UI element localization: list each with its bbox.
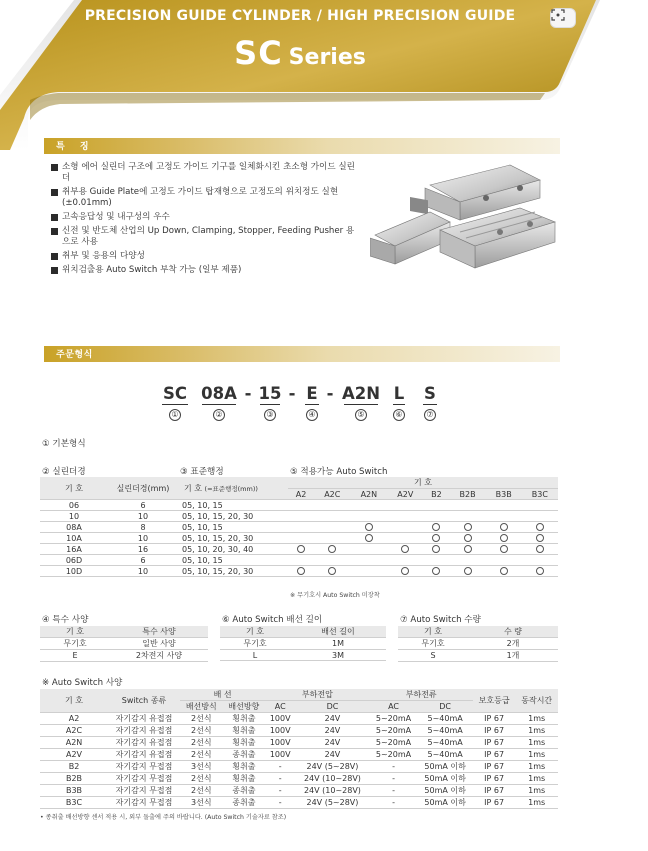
switch-compat-cell bbox=[423, 566, 449, 577]
switch-compat-cell bbox=[288, 566, 314, 577]
switch-compat-cell bbox=[486, 500, 522, 511]
spec-cell: 24V bbox=[295, 749, 369, 761]
switch-compat-cell bbox=[486, 511, 522, 522]
switch-compat-cell bbox=[288, 500, 314, 511]
order-code bbox=[160, 384, 450, 424]
code-part-bore: 08A bbox=[201, 384, 237, 403]
qty-table bbox=[398, 626, 558, 662]
table-cell: 1개 bbox=[468, 650, 558, 662]
bore-code: 10A bbox=[40, 533, 108, 544]
table-row bbox=[40, 725, 558, 737]
basic-type-label: ① 기본형식 bbox=[42, 439, 86, 449]
switch-compat-cell bbox=[522, 522, 558, 533]
table-row bbox=[40, 522, 558, 533]
spec-cell: 5~20mA bbox=[370, 713, 418, 725]
spec-cell: 2선식 bbox=[180, 713, 223, 725]
switch-compat-cell bbox=[314, 522, 350, 533]
spec-cell: 1ms bbox=[515, 785, 558, 797]
bore-diameter: 10 bbox=[108, 511, 178, 522]
spec-cell: A2 bbox=[40, 713, 108, 725]
stroke-values: 05, 10, 15, 20, 30 bbox=[178, 533, 288, 544]
switch-compat-cell bbox=[314, 566, 350, 577]
banner-subtitle: PRECISION GUIDE CYLINDER / HIGH PRECISION GUIDE bbox=[84, 8, 516, 24]
spec-cell: 24V bbox=[295, 713, 369, 725]
spec-cell: B3B bbox=[40, 785, 108, 797]
switch-col-header: B3B bbox=[486, 489, 522, 500]
switch-compat-cell bbox=[450, 533, 486, 544]
spec-cell: 2선식 bbox=[180, 749, 223, 761]
spec-cell: 24V bbox=[295, 737, 369, 749]
spec-cell: 50mA 이하 bbox=[417, 797, 472, 809]
switch-compat-cell bbox=[350, 566, 387, 577]
spec-subheader: DC bbox=[295, 701, 369, 713]
expand-image-button[interactable] bbox=[550, 8, 576, 28]
switch-compat-cell bbox=[387, 533, 423, 544]
bore-diameter: 16 bbox=[108, 544, 178, 555]
spec-table-title: ※ Auto Switch 사양 bbox=[42, 678, 123, 688]
spec-cell: 횡취출 bbox=[223, 713, 266, 725]
table-cell: L bbox=[220, 650, 290, 661]
spec-cell: B2 bbox=[40, 761, 108, 773]
switch-compat-cell bbox=[314, 500, 350, 511]
code-part-series: SC bbox=[163, 384, 187, 403]
stroke-table-title: ③ 표준행정 bbox=[180, 467, 224, 477]
compatible-circle-icon bbox=[536, 523, 544, 531]
table-cell: 일반 사양 bbox=[110, 638, 208, 650]
spec-cell: 5~20mA bbox=[370, 737, 418, 749]
spec-cell: 자기감지 유접점 bbox=[108, 737, 180, 749]
spec-cell: B3C bbox=[40, 797, 108, 809]
spec-cell: 50mA 이하 bbox=[417, 773, 472, 785]
compatible-circle-icon bbox=[432, 523, 440, 531]
spec-cell: 5~40mA bbox=[417, 749, 472, 761]
spec-subheader: 배선방식 bbox=[180, 701, 223, 713]
switch-compat-cell bbox=[450, 522, 486, 533]
spec-header: 부하전압 bbox=[265, 689, 369, 701]
features-section-bar bbox=[44, 138, 560, 154]
table-cell: 2차전지 사양 bbox=[110, 650, 208, 662]
bore-code: 06 bbox=[40, 500, 108, 511]
features-list bbox=[50, 162, 360, 279]
spec-cell: 24V (10~28V) bbox=[295, 773, 369, 785]
spec-cell: - bbox=[265, 773, 295, 785]
switch-compat-cell bbox=[387, 544, 423, 555]
code-part-switch: A2N bbox=[342, 384, 381, 403]
spec-cell: A2C bbox=[40, 725, 108, 737]
switch-col-header: B2B bbox=[450, 489, 486, 500]
compatible-circle-icon bbox=[536, 567, 544, 575]
table-row bbox=[40, 544, 558, 555]
spec-cell: - bbox=[370, 761, 418, 773]
switch-compat-cell bbox=[486, 522, 522, 533]
header-banner bbox=[0, 0, 648, 150]
switch-compat-cell bbox=[522, 500, 558, 511]
switch-col-header: A2N bbox=[350, 489, 387, 500]
code-number-6: ⑥ bbox=[393, 409, 405, 421]
feature-item: 고속응답성 및 내구성의 우수 bbox=[50, 212, 360, 223]
compatible-circle-icon bbox=[401, 567, 409, 575]
spec-cell: 횡취출 bbox=[223, 773, 266, 785]
spec-cell: 100V bbox=[265, 725, 295, 737]
page-title bbox=[0, 34, 600, 72]
bore-diameter: 10 bbox=[108, 533, 178, 544]
product-image bbox=[370, 160, 560, 285]
compatible-circle-icon bbox=[500, 523, 508, 531]
code-part-qty: S bbox=[424, 384, 436, 403]
spec-note: • 종취출 배선방향 센서 적용 시, 외부 돌출에 주의 바랍니다. (Auto Switch 기술자료 참조) bbox=[40, 814, 287, 821]
spec-cell: IP 67 bbox=[473, 773, 516, 785]
spec-cell: 2선식 bbox=[180, 773, 223, 785]
compatible-circle-icon bbox=[365, 534, 373, 542]
feature-item: 신전 및 반도체 산업의 Up Down, Clamping, Stopper, Feeding Pusher 용으로 사용 bbox=[50, 226, 360, 248]
switch-col-header: B2 bbox=[423, 489, 449, 500]
table-row bbox=[40, 566, 558, 577]
code-number-4: ④ bbox=[306, 409, 318, 421]
compatible-circle-icon bbox=[464, 567, 472, 575]
feature-item: 취부 및 응용의 다양성 bbox=[50, 251, 360, 262]
switch-compat-cell bbox=[314, 555, 350, 566]
spec-cell: A2N bbox=[40, 737, 108, 749]
switch-compat-cell bbox=[486, 533, 522, 544]
switch-compat-cell bbox=[423, 544, 449, 555]
table-row bbox=[40, 797, 558, 809]
zoom-icon bbox=[551, 9, 565, 21]
table-cell: 무기호 bbox=[398, 638, 468, 650]
switch-compat-cell bbox=[522, 566, 558, 577]
spec-cell: IP 67 bbox=[473, 749, 516, 761]
compatible-circle-icon bbox=[328, 567, 336, 575]
spec-cell: 2선식 bbox=[180, 785, 223, 797]
cable-header-code: 기 호 bbox=[220, 626, 290, 638]
bore-diameter: 8 bbox=[108, 522, 178, 533]
table-cell: 무기호 bbox=[40, 638, 110, 650]
order-heading: 주문형식 bbox=[56, 350, 93, 360]
spec-header: 동작시간 bbox=[515, 689, 558, 713]
compatible-circle-icon bbox=[500, 567, 508, 575]
spec-cell: 1ms bbox=[515, 761, 558, 773]
switch-compat-cell bbox=[450, 500, 486, 511]
spec-subheader: AC bbox=[265, 701, 295, 713]
spec-cell: 1ms bbox=[515, 737, 558, 749]
cable-table-title: ⑥ Auto Switch 배선 길이 bbox=[222, 615, 323, 625]
spec-cell: A2V bbox=[40, 749, 108, 761]
switch-compat-cell bbox=[387, 511, 423, 522]
bore-code: 08A bbox=[40, 522, 108, 533]
table-cell: 1M bbox=[290, 638, 386, 650]
qty-header-code: 기 호 bbox=[398, 626, 468, 638]
spec-subheader: AC bbox=[370, 701, 418, 713]
spec-cell: 1ms bbox=[515, 749, 558, 761]
stroke-values: 05, 10, 20, 30, 40 bbox=[178, 544, 288, 555]
switch-compat-cell bbox=[387, 555, 423, 566]
switch-compat-cell bbox=[288, 544, 314, 555]
spec-cell: 3선식 bbox=[180, 761, 223, 773]
code-part-cable: L bbox=[393, 384, 405, 403]
switch-compat-cell bbox=[387, 500, 423, 511]
switch-compat-cell bbox=[314, 511, 350, 522]
switch-compat-cell bbox=[522, 544, 558, 555]
spec-subheader: 배선방향 bbox=[223, 701, 266, 713]
spec-cell: 1ms bbox=[515, 797, 558, 809]
table-row bbox=[40, 713, 558, 725]
spec-header: 부하전류 bbox=[370, 689, 473, 701]
spec-cell: 24V (10~28V) bbox=[295, 785, 369, 797]
spec-cell: 100V bbox=[265, 749, 295, 761]
spec-cell: B2B bbox=[40, 773, 108, 785]
switch-compat-cell bbox=[522, 533, 558, 544]
switch-compat-cell bbox=[288, 511, 314, 522]
switch-col-header: A2V bbox=[387, 489, 423, 500]
spec-cell: 5~20mA bbox=[370, 749, 418, 761]
feature-item: 취부용 Guide Plate에 고정도 가이드 탑재형으로 고정도의 위치정도 실현 (±0.01mm) bbox=[50, 187, 360, 209]
switch-compat-cell bbox=[423, 500, 449, 511]
spec-cell: 자기감지 무접점 bbox=[108, 797, 180, 809]
switch-note: ※ 무기호시 Auto Switch 미장착 bbox=[290, 592, 380, 599]
stroke-values: 05, 10, 15 bbox=[178, 555, 288, 566]
code-number-7: ⑦ bbox=[424, 409, 436, 421]
switch-compat-cell bbox=[387, 566, 423, 577]
qty-header-qty: 수 량 bbox=[468, 626, 558, 638]
spec-cell: 횡취출 bbox=[223, 761, 266, 773]
spec-cell: 2선식 bbox=[180, 737, 223, 749]
stroke-values: 05, 10, 15, 20, 30 bbox=[178, 566, 288, 577]
compatible-circle-icon bbox=[432, 534, 440, 542]
special-table bbox=[40, 626, 208, 662]
table-row bbox=[40, 555, 558, 566]
order-section-bar bbox=[44, 346, 560, 362]
spec-cell: - bbox=[370, 785, 418, 797]
switch-compat-cell bbox=[314, 533, 350, 544]
table-cell: S bbox=[398, 650, 468, 662]
spec-cell: 자기감지 무접점 bbox=[108, 761, 180, 773]
compatible-circle-icon bbox=[297, 545, 305, 553]
table-row bbox=[40, 761, 558, 773]
compatible-circle-icon bbox=[500, 545, 508, 553]
code-dash: - bbox=[326, 384, 334, 403]
switch-compat-cell bbox=[522, 511, 558, 522]
switch-compat-cell bbox=[486, 544, 522, 555]
bore-code: 16A bbox=[40, 544, 108, 555]
spec-cell: 100V bbox=[265, 737, 295, 749]
spec-cell: 5~20mA bbox=[370, 725, 418, 737]
switch-compat-cell bbox=[350, 555, 387, 566]
switch-compat-cell bbox=[350, 511, 387, 522]
stroke-values: 05, 10, 15 bbox=[178, 500, 288, 511]
spec-cell: 1ms bbox=[515, 773, 558, 785]
code-number-2: ② bbox=[213, 409, 225, 421]
spec-cell: - bbox=[265, 797, 295, 809]
spec-cell: 횡취출 bbox=[223, 725, 266, 737]
spec-cell: IP 67 bbox=[473, 713, 516, 725]
spec-cell: 종취출 bbox=[223, 749, 266, 761]
special-header-spec: 특수 사양 bbox=[110, 626, 208, 638]
switch-compat-cell bbox=[350, 544, 387, 555]
bore-code: 10 bbox=[40, 511, 108, 522]
compatible-circle-icon bbox=[536, 545, 544, 553]
feature-item: 소형 에어 실린더 구조에 고정도 가이드 기구를 일체화시킨 초소형 가이드 실린더 bbox=[50, 162, 360, 184]
compatible-circle-icon bbox=[432, 545, 440, 553]
bore-header-code: 기 호 bbox=[40, 477, 108, 500]
code-number-5: ⑤ bbox=[355, 409, 367, 421]
table-cell: 2개 bbox=[468, 638, 558, 650]
compatible-circle-icon bbox=[328, 545, 336, 553]
spec-header: 배 선 bbox=[180, 689, 265, 701]
spec-cell: 종취출 bbox=[223, 797, 266, 809]
compatible-circle-icon bbox=[365, 523, 373, 531]
table-row bbox=[40, 511, 558, 522]
spec-cell: IP 67 bbox=[473, 725, 516, 737]
spec-cell: - bbox=[370, 773, 418, 785]
spec-cell: 자기감지 유접점 bbox=[108, 725, 180, 737]
switch-compat-cell bbox=[450, 511, 486, 522]
switch-compat-cell bbox=[450, 555, 486, 566]
bore-diameter: 6 bbox=[108, 500, 178, 511]
title-main: SC bbox=[234, 34, 283, 72]
spec-cell: 1ms bbox=[515, 713, 558, 725]
spec-cell: 1ms bbox=[515, 725, 558, 737]
spec-cell: IP 67 bbox=[473, 797, 516, 809]
switch-compat-cell bbox=[423, 555, 449, 566]
table-row bbox=[40, 749, 558, 761]
switch-compat-cell bbox=[450, 544, 486, 555]
switch-group-header: 기 호 bbox=[288, 477, 558, 489]
table-cell: 무기호 bbox=[220, 638, 290, 650]
bore-diameter: 6 bbox=[108, 555, 178, 566]
spec-cell: 자기감지 무접점 bbox=[108, 785, 180, 797]
switch-compat-cell bbox=[450, 566, 486, 577]
qty-table-title: ⑦ Auto Switch 수량 bbox=[400, 615, 481, 625]
spec-cell: 3선식 bbox=[180, 797, 223, 809]
switch-compat-cell bbox=[314, 544, 350, 555]
compatible-circle-icon bbox=[500, 534, 508, 542]
spec-header: 보호등급 bbox=[473, 689, 516, 713]
switch-col-header: B3C bbox=[522, 489, 558, 500]
spec-cell: IP 67 bbox=[473, 737, 516, 749]
code-part-stroke: 15 bbox=[258, 384, 282, 403]
compatible-circle-icon bbox=[464, 545, 472, 553]
switch-compat-cell bbox=[387, 522, 423, 533]
title-series: Series bbox=[288, 45, 366, 70]
order-selection-table bbox=[40, 477, 558, 577]
switch-table-title: ⑤ 적용가능 Auto Switch bbox=[290, 467, 388, 477]
table-row bbox=[40, 500, 558, 511]
spec-cell: 2선식 bbox=[180, 725, 223, 737]
spec-cell: 24V bbox=[295, 725, 369, 737]
switch-compat-cell bbox=[288, 522, 314, 533]
spec-cell: - bbox=[265, 785, 295, 797]
table-row bbox=[40, 785, 558, 797]
bore-code: 06D bbox=[40, 555, 108, 566]
spec-cell: 5~40mA bbox=[417, 737, 472, 749]
code-number-1: ① bbox=[169, 409, 181, 421]
code-number-3: ③ bbox=[264, 409, 276, 421]
switch-col-header: A2C bbox=[314, 489, 350, 500]
code-dash: - bbox=[244, 384, 252, 403]
switch-compat-cell bbox=[522, 555, 558, 566]
table-row bbox=[40, 773, 558, 785]
spec-cell: 자기감지 유접점 bbox=[108, 749, 180, 761]
spec-table bbox=[40, 689, 558, 809]
compatible-circle-icon bbox=[297, 567, 305, 575]
spec-subheader: DC bbox=[417, 701, 472, 713]
spec-cell: 50mA 이하 bbox=[417, 785, 472, 797]
table-row bbox=[40, 737, 558, 749]
switch-compat-cell bbox=[350, 533, 387, 544]
stroke-values: 05, 10, 15, 20, 30 bbox=[178, 511, 288, 522]
special-header-code: 기 호 bbox=[40, 626, 110, 638]
spec-cell: IP 67 bbox=[473, 785, 516, 797]
table-row bbox=[40, 533, 558, 544]
spec-cell: 자기감지 무접점 bbox=[108, 773, 180, 785]
compatible-circle-icon bbox=[464, 534, 472, 542]
spec-cell: - bbox=[370, 797, 418, 809]
spec-cell: 50mA 이하 bbox=[417, 761, 472, 773]
code-part-special: E bbox=[306, 384, 318, 403]
cable-header-length: 배선 길이 bbox=[290, 626, 386, 638]
switch-compat-cell bbox=[423, 511, 449, 522]
switch-compat-cell bbox=[423, 522, 449, 533]
table-cell: E bbox=[40, 650, 110, 662]
spec-header: 기 호 bbox=[40, 689, 108, 713]
spec-cell: 100V bbox=[265, 713, 295, 725]
code-dash: - bbox=[288, 384, 296, 403]
spec-cell: 종취출 bbox=[223, 785, 266, 797]
spec-cell: 자기감지 유접점 bbox=[108, 713, 180, 725]
switch-compat-cell bbox=[486, 566, 522, 577]
feature-item: 위치검출용 Auto Switch 부착 가능 (일부 제품) bbox=[50, 265, 360, 276]
features-heading: 특 징 bbox=[56, 142, 95, 152]
bore-header-diameter: 실린더경(mm) bbox=[108, 477, 178, 500]
spec-cell: 횡취출 bbox=[223, 737, 266, 749]
table-cell: 3M bbox=[290, 650, 386, 661]
spec-cell: 24V (5~28V) bbox=[295, 797, 369, 809]
spec-cell: - bbox=[265, 761, 295, 773]
special-table-title: ④ 특수 사양 bbox=[42, 615, 89, 625]
compatible-circle-icon bbox=[401, 545, 409, 553]
switch-compat-cell bbox=[486, 555, 522, 566]
switch-compat-cell bbox=[288, 533, 314, 544]
compatible-circle-icon bbox=[464, 523, 472, 531]
switch-compat-cell bbox=[350, 500, 387, 511]
stroke-header: 기 호 (=표준행정(mm)) bbox=[178, 477, 288, 500]
switch-compat-cell bbox=[423, 533, 449, 544]
bore-diameter: 10 bbox=[108, 566, 178, 577]
switch-compat-cell bbox=[288, 555, 314, 566]
compatible-circle-icon bbox=[536, 534, 544, 542]
spec-cell: 24V (5~28V) bbox=[295, 761, 369, 773]
compatible-circle-icon bbox=[432, 567, 440, 575]
spec-cell: IP 67 bbox=[473, 761, 516, 773]
stroke-values: 05, 10, 15 bbox=[178, 522, 288, 533]
switch-col-header: A2 bbox=[288, 489, 314, 500]
spec-cell: 5~40mA bbox=[417, 725, 472, 737]
cable-table bbox=[220, 626, 386, 661]
switch-compat-cell bbox=[350, 522, 387, 533]
spec-header: Switch 종류 bbox=[108, 689, 180, 713]
bore-table-title: ② 실린더경 bbox=[42, 467, 86, 477]
spec-cell: 5~40mA bbox=[417, 713, 472, 725]
bore-code: 10D bbox=[40, 566, 108, 577]
